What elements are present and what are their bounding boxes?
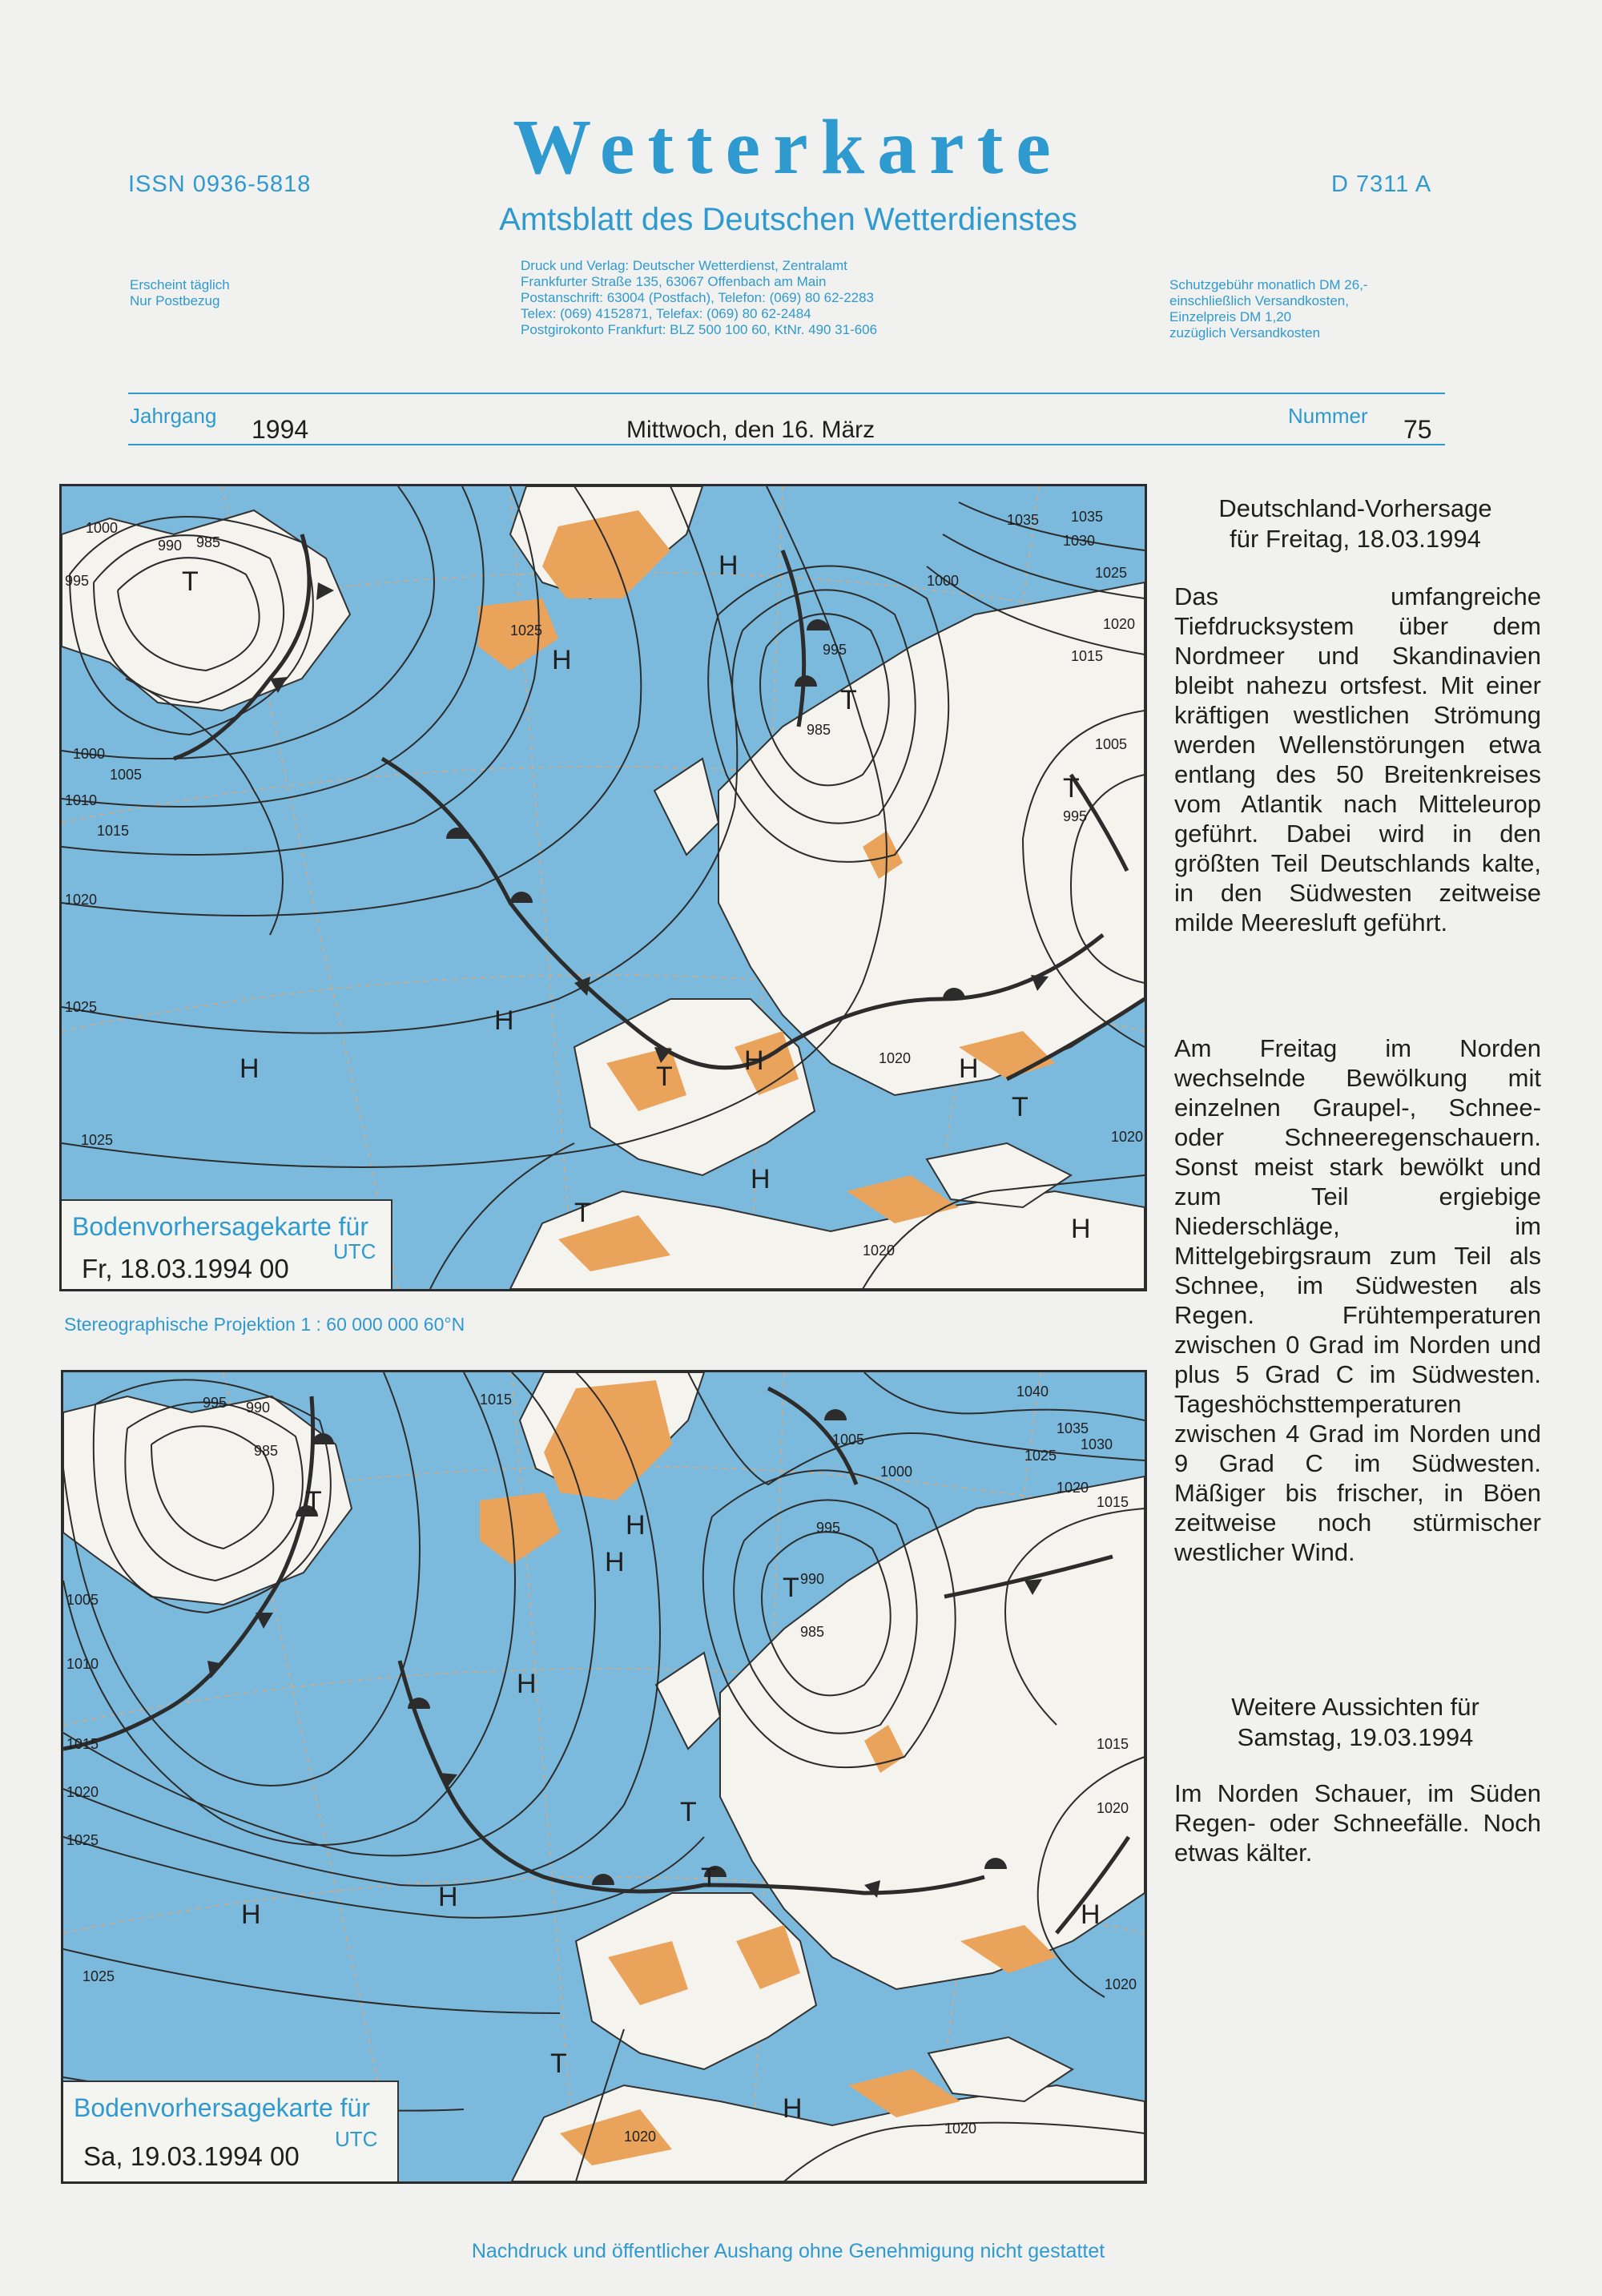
info-line: zuzüglich Versandkosten xyxy=(1169,325,1321,340)
jahrgang-label: Jahrgang xyxy=(130,404,217,428)
isobar-label: 1020 xyxy=(879,1050,912,1066)
isobar-label: 1005 xyxy=(66,1592,99,1608)
info-line: Frankfurter Straße 135, 63067 Offenbach am Main xyxy=(521,274,827,289)
price-info xyxy=(1169,277,1368,341)
isobar-label: 1015 xyxy=(1097,1736,1129,1752)
isobar-label: 1005 xyxy=(1095,736,1128,752)
info-line: einschließlich Versandkosten, xyxy=(1169,293,1349,308)
map-center-low: T xyxy=(305,1486,322,1517)
isobar-label: 990 xyxy=(158,538,183,554)
caption-date: Sa, 19.03.1994 00 xyxy=(83,2141,300,2171)
caption-title: Bodenvorhersagekarte für xyxy=(72,1212,368,1241)
isobar-label: 1000 xyxy=(86,520,119,536)
map-center-high: H xyxy=(751,1164,771,1194)
caption-utc: UTC xyxy=(335,2127,378,2151)
isobar-label: 990 xyxy=(800,1571,825,1587)
isobar-label: 995 xyxy=(203,1395,227,1411)
isobar-label: 1020 xyxy=(1097,1800,1129,1816)
weather-map-graphic xyxy=(63,1372,1145,2181)
isobar-label: 1025 xyxy=(1024,1448,1057,1464)
map-center-low: T xyxy=(840,685,857,715)
info-line: Postgirokonto Frankfurt: BLZ 500 100 60, KtNr. 490 31-606 xyxy=(521,322,878,337)
forecast-paragraph: Das umfangreiche Tiefdrucksystem über dem Nordmeer und Skandinavien bleibt nahezu ortsfest. Mit einer kräftigen westlichen Strömung werden Wellenstörungen etwa entlang des 50 Breitenkreises vom Atlantik nach Mitteleurop geführt. Dabei wird in den größten Teil Deutschlands kalte, in den Südwesten zeitweise milde Meeresluft geführt. xyxy=(1174,582,1541,937)
isobar-label: 995 xyxy=(1063,808,1088,824)
info-line: Nur Postbezug xyxy=(130,293,220,308)
map-center-low: T xyxy=(550,2048,567,2079)
isobar-label: 1025 xyxy=(83,1968,115,1984)
heading-line: Samstag, 19.03.1994 xyxy=(1237,1723,1474,1751)
map-center-high: H xyxy=(517,1669,537,1699)
isobar-label: 1000 xyxy=(880,1464,913,1480)
map-center-low: T xyxy=(182,566,199,597)
map-center-high: H xyxy=(239,1053,260,1084)
map-center-high: H xyxy=(605,1547,625,1577)
projection-note: Stereographische Projektion 1 : 60 000 000 60°N xyxy=(64,1314,465,1335)
outlook-paragraph: Im Norden Schauer, im Süden Regen- oder Schneefälle. Noch etwas kälter. xyxy=(1174,1779,1541,1867)
nummer-value: 75 xyxy=(1403,415,1432,444)
map-center-low: T xyxy=(1012,1092,1028,1122)
isobar-label: 1015 xyxy=(1097,1494,1129,1510)
heading-line: für Freitag, 18.03.1994 xyxy=(1230,525,1481,553)
isobar-label: 1015 xyxy=(480,1392,513,1408)
map-center-low: T xyxy=(656,1061,673,1092)
map-center-high: H xyxy=(718,550,739,581)
isobar-label: 1000 xyxy=(73,746,106,762)
map-center-high: H xyxy=(783,2093,803,2124)
isobar-label: 1000 xyxy=(927,573,960,589)
isobar-label: 995 xyxy=(823,642,847,658)
isobar-label: 1015 xyxy=(1071,648,1104,664)
map-center-high: H xyxy=(959,1053,979,1084)
map-center-high: H xyxy=(552,645,572,675)
issue-date: Mittwoch, den 16. März xyxy=(626,417,875,443)
forecast-paragraph: Am Freitag im Norden wechselnde Bewölkung mit einzelnen Graupel-, Schnee- oder Schneeregenschauern. Sonst meist stark bewölkt und zum Teil ergiebige Niederschläge, im Mittelgebirgsraum zum Teil als Schnee, im Südwesten als Regen. Frühtemperaturen zwischen 0 Grad im Norden und plus 5 Grad C im Südwesten. Tageshöchsttemperaturen zwischen 4 Grad im Norden und 9 Grad C im Südwesten. Mäßiger bis frischer, in Böen zeitweise noch stürmischer westlicher Wind. xyxy=(1174,1034,1541,1566)
heading-line: Deutschland-Vorhersage xyxy=(1218,494,1492,522)
map-center-low: T xyxy=(680,1797,697,1827)
isobar-label: 1025 xyxy=(66,1832,99,1848)
isobar-label: 1015 xyxy=(97,823,130,839)
isobar-label: 1020 xyxy=(1057,1480,1089,1496)
map-center-high: H xyxy=(1071,1214,1091,1244)
isobar-label: 985 xyxy=(254,1443,279,1459)
isobar-label: 1005 xyxy=(832,1432,865,1448)
isobar-label: 1020 xyxy=(1103,616,1136,632)
map-caption xyxy=(61,2080,399,2184)
map-center-low: T xyxy=(1063,773,1080,804)
heading-line: Weitere Aussichten für xyxy=(1231,1693,1479,1721)
map-center-high: H xyxy=(626,1510,646,1541)
forecast-map-saturday xyxy=(61,1370,1147,2184)
isobar-label: 1020 xyxy=(66,1784,99,1800)
caption-title: Bodenvorhersagekarte für xyxy=(74,2093,370,2122)
publication-frequency xyxy=(130,277,230,309)
header-rule xyxy=(128,393,1445,394)
map-center-high: H xyxy=(744,1045,764,1076)
isobar-label: 985 xyxy=(196,534,221,550)
footer-notice: Nachdruck und öffentlicher Aushang ohne Genehmigung nicht gestattet xyxy=(471,2240,1105,2262)
isobar-label: 1020 xyxy=(863,1243,896,1259)
caption-utc: UTC xyxy=(333,1239,376,1263)
isobar-label: 1025 xyxy=(510,622,543,638)
isobar-label: 1020 xyxy=(1105,1976,1137,1992)
isobar-label: 1025 xyxy=(1095,565,1128,581)
isobar-label: 1035 xyxy=(1007,512,1040,528)
map-caption xyxy=(59,1199,392,1291)
isobar-label: 1035 xyxy=(1071,509,1104,525)
forecast-map-friday xyxy=(59,484,1147,1291)
publisher-info xyxy=(521,258,877,338)
isobar-label: 1020 xyxy=(624,2129,657,2145)
map-center-high: H xyxy=(494,1005,514,1036)
isobar-label: 1015 xyxy=(66,1736,99,1752)
map-center-low: T xyxy=(574,1198,591,1228)
isobar-label: 995 xyxy=(816,1520,841,1536)
map-center-low: T xyxy=(701,1863,718,1893)
isobar-label: 1030 xyxy=(1063,533,1096,549)
info-line: Erscheint täglich xyxy=(130,277,230,292)
document-number: D 7311 A xyxy=(1331,171,1432,197)
isobar-label: 985 xyxy=(807,722,831,738)
isobar-label: 985 xyxy=(800,1624,825,1640)
isobar-label: 1010 xyxy=(65,792,98,808)
jahrgang-value: 1994 xyxy=(252,415,309,444)
isobar-label: 995 xyxy=(65,573,90,589)
nummer-label: Nummer xyxy=(1288,404,1368,428)
masthead-subtitle: Amtsblatt des Deutschen Wetterdienstes xyxy=(499,202,1077,237)
map-center-high: H xyxy=(1081,1899,1101,1930)
isobar-label: 990 xyxy=(246,1400,271,1416)
isobar-label: 1020 xyxy=(65,892,98,908)
isobar-label: 1020 xyxy=(1111,1129,1144,1145)
isobar-label: 1025 xyxy=(65,999,98,1015)
isobar-label: 1005 xyxy=(110,767,143,783)
info-line: Telex: (069) 4152871, Telefax: (069) 80 62-2484 xyxy=(521,306,811,321)
isobar-label: 1020 xyxy=(944,2121,977,2137)
caption-date: Fr, 18.03.1994 00 xyxy=(82,1254,289,1283)
outlook-heading xyxy=(1171,1692,1540,1753)
weather-map-graphic xyxy=(62,486,1145,1289)
date-rule xyxy=(128,444,1445,445)
info-line: Einzelpreis DM 1,20 xyxy=(1169,309,1292,324)
issn-number: ISSN 0936-5818 xyxy=(128,171,312,197)
forecast-heading xyxy=(1171,493,1540,554)
info-line: Schutzgebühr monatlich DM 26,- xyxy=(1169,277,1368,292)
info-line: Druck und Verlag: Deutscher Wetterdienst, Zentralamt xyxy=(521,258,847,273)
isobar-label: 1010 xyxy=(66,1656,99,1672)
isobar-label: 1025 xyxy=(81,1132,114,1148)
isobar-label: 1030 xyxy=(1081,1436,1113,1452)
map-center-low: T xyxy=(783,1573,799,1603)
isobar-label: 1040 xyxy=(1016,1384,1049,1400)
isobar-label: 1035 xyxy=(1057,1420,1089,1436)
masthead-title: Wetterkarte xyxy=(513,104,1064,191)
map-center-high: H xyxy=(241,1899,261,1930)
map-center-high: H xyxy=(438,1882,458,1912)
info-line: Postanschrift: 63004 (Postfach), Telefon: (069) 80 62-2283 xyxy=(521,290,875,305)
